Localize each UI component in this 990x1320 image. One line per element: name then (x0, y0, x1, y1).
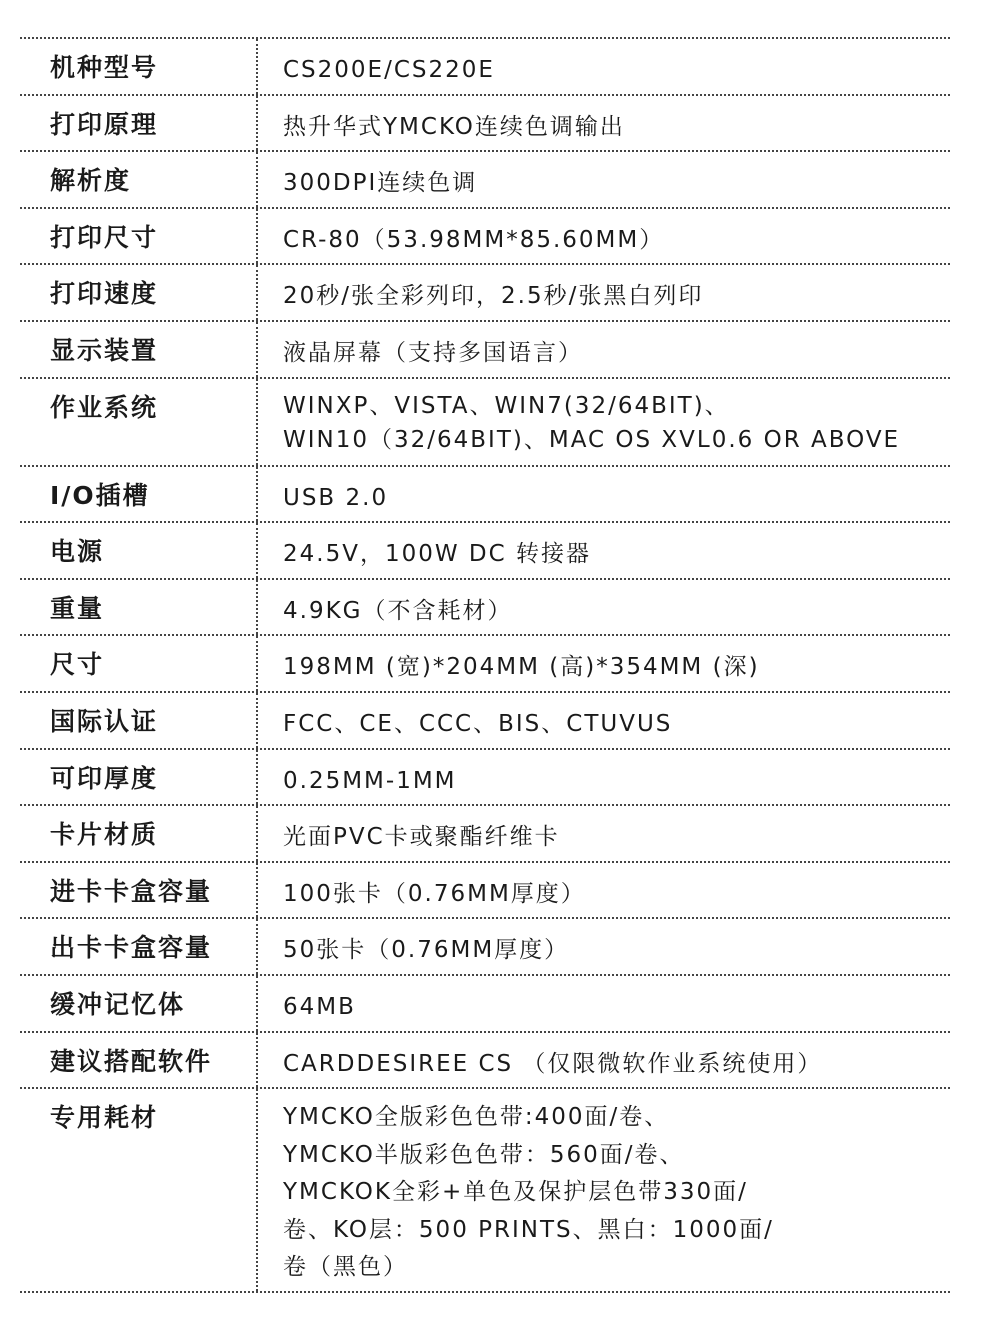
spec-value-line: 热升华式YMCKO连续色调输出 (283, 113, 625, 140)
spec-row-weight (20, 580, 950, 637)
spec-value-line: 50张卡（0.76MM厚度） (283, 937, 570, 964)
spec-row-buffer-memory (20, 976, 950, 1033)
spec-label: 国际认证 (20, 693, 258, 748)
spec-value (258, 750, 950, 805)
spec-value-line: CS200E/CS220E (283, 57, 495, 83)
spec-value (258, 693, 950, 748)
spec-label: 解析度 (20, 152, 258, 207)
spec-value-line: CARDDESIREE CS （仅限微软作业系统使用） (283, 1050, 823, 1077)
spec-value-line: USB 2.0 (283, 484, 389, 511)
spec-row-consumables (20, 1089, 950, 1293)
spec-value-line: 20秒/张全彩列印，2.5秒/张黑白列印 (283, 283, 704, 310)
spec-label: 作业系统 (20, 379, 258, 465)
spec-label: 电源 (20, 523, 258, 578)
spec-value-line: WINXP、VISTA、WIN7(32/64BIT)、 (283, 392, 730, 419)
spec-value-line: 198MM (宽)*204MM (高)*354MM (深) (283, 654, 760, 681)
spec-label: 缓冲记忆体 (20, 976, 258, 1031)
spec-value-line: 64MB (283, 993, 356, 1020)
spec-value (258, 523, 950, 578)
spec-row-card-thickness (20, 750, 950, 807)
spec-label: 专用耗材 (20, 1089, 258, 1291)
spec-value (258, 976, 950, 1031)
spec-value-line: 100张卡（0.76MM厚度） (283, 880, 586, 907)
spec-label: 打印原理 (20, 96, 258, 151)
spec-value (258, 152, 950, 207)
spec-value (258, 322, 950, 377)
spec-row-display (20, 322, 950, 379)
spec-value (258, 379, 950, 465)
spec-value-line: 卷、KO层：500 PRINTS、黑白：1000面/ (283, 1216, 774, 1243)
spec-value (258, 39, 950, 94)
spec-value (258, 806, 950, 861)
spec-value (258, 1033, 950, 1088)
spec-label: 打印尺寸 (20, 209, 258, 264)
spec-value (258, 96, 950, 151)
spec-value-line: YMCKO半版彩色色带：560面/卷、 (283, 1141, 685, 1168)
spec-row-print-principle (20, 96, 950, 153)
spec-row-card-material (20, 806, 950, 863)
spec-row-print-speed (20, 265, 950, 322)
spec-row-software (20, 1033, 950, 1090)
spec-value-line: 液晶屏幕（支持多国语言） (283, 339, 583, 366)
spec-value-line: WIN10（32/64BIT)、MAC OS XVL0.6 OR ABOVE (283, 426, 901, 453)
spec-label: I/O插槽 (20, 467, 258, 522)
spec-value (258, 580, 950, 635)
spec-label: 进卡卡盒容量 (20, 863, 258, 918)
spec-value (258, 863, 950, 918)
spec-label: 打印速度 (20, 265, 258, 320)
spec-value-line: 300DPI连续色调 (283, 170, 478, 197)
spec-value (258, 209, 950, 264)
spec-value (258, 265, 950, 320)
spec-label: 卡片材质 (20, 806, 258, 861)
spec-value-line: FCC、CE、CCC、BIS、CTUVUS (283, 710, 673, 737)
spec-value-line: CR-80（53.98MM*85.60MM） (283, 226, 665, 253)
spec-row-os (20, 379, 950, 467)
spec-value (258, 1089, 950, 1291)
spec-row-certification (20, 693, 950, 750)
spec-row-input-hopper (20, 863, 950, 920)
spec-value (258, 467, 950, 522)
spec-label: 机种型号 (20, 39, 258, 94)
spec-value-line: YMCKOK全彩+单色及保护层色带330面/ (283, 1179, 748, 1206)
spec-value-line: 4.9KG（不含耗材） (283, 597, 513, 624)
spec-row-model (20, 39, 950, 96)
spec-label: 建议搭配软件 (20, 1033, 258, 1088)
spec-value (258, 636, 950, 691)
spec-row-output-hopper (20, 919, 950, 976)
spec-value (258, 919, 950, 974)
spec-label: 重量 (20, 580, 258, 635)
spec-label: 出卡卡盒容量 (20, 919, 258, 974)
spec-table (20, 37, 950, 1293)
spec-label: 尺寸 (20, 636, 258, 691)
spec-value-line: 光面PVC卡或聚酯纤维卡 (283, 824, 560, 851)
spec-row-resolution (20, 152, 950, 209)
spec-row-io-slot (20, 467, 950, 524)
spec-value-line: 卷（黑色） (283, 1254, 408, 1281)
spec-value-line: 0.25MM-1MM (283, 767, 457, 794)
spec-row-power (20, 523, 950, 580)
spec-row-print-size (20, 209, 950, 266)
spec-label: 可印厚度 (20, 750, 258, 805)
spec-value-line: YMCKO全版彩色色带:400面/卷、 (283, 1104, 670, 1131)
spec-label: 显示装置 (20, 322, 258, 377)
spec-row-dimensions (20, 636, 950, 693)
spec-value-line: 24.5V，100W DC 转接器 (283, 541, 591, 568)
